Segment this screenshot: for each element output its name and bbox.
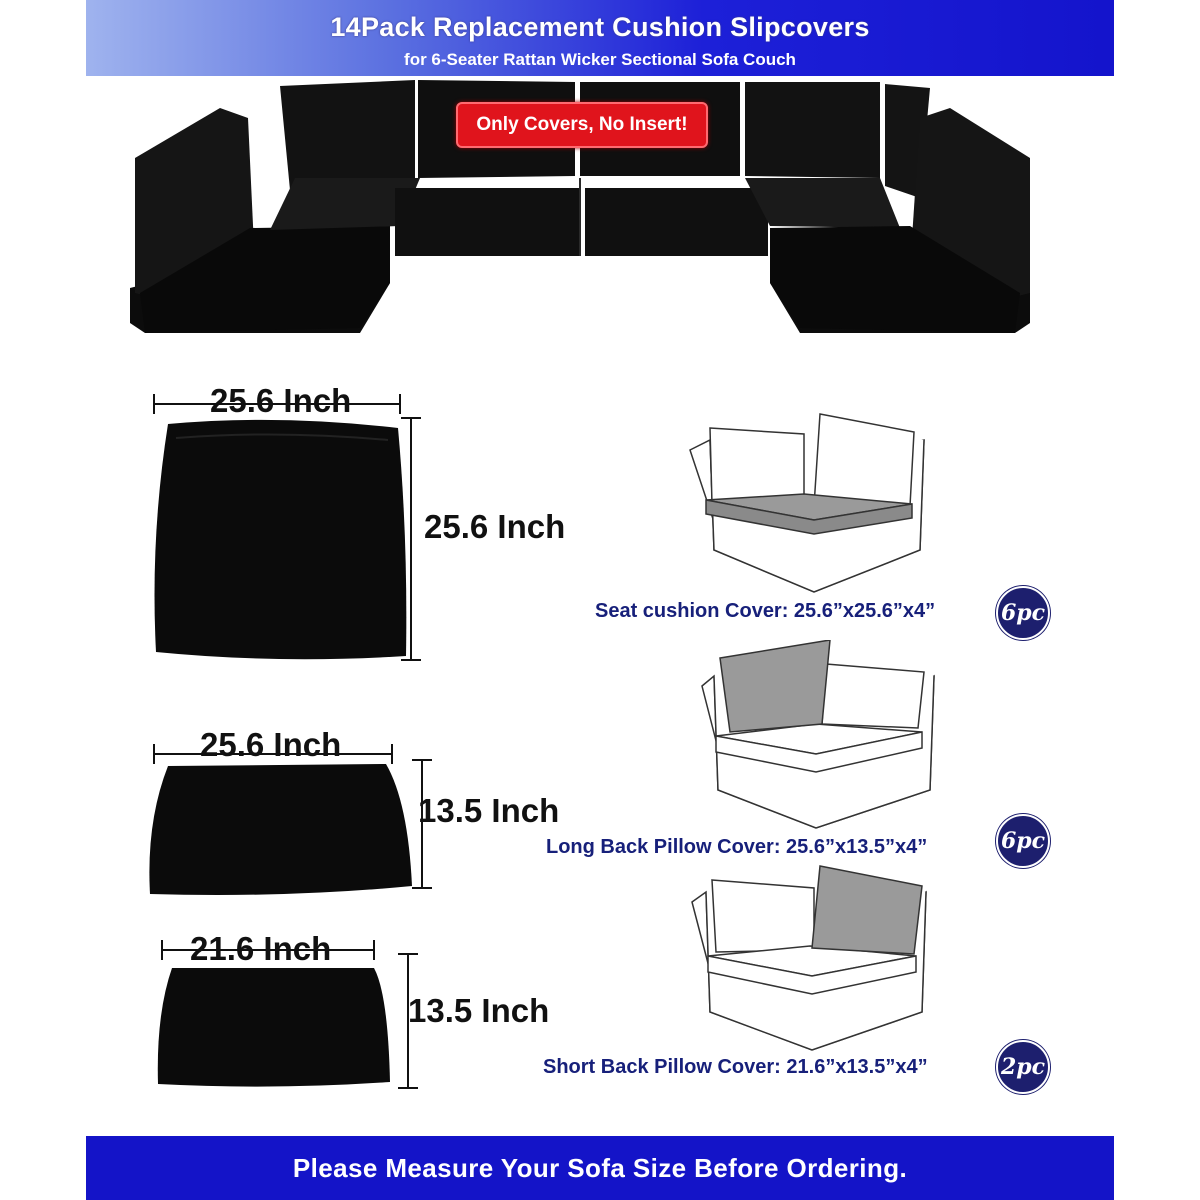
long-pillow-count-badge: 6pc <box>996 814 1050 868</box>
short-pillow-cover-caption: Short Back Pillow Cover: 21.6”x13.5”x4” <box>543 1056 928 1078</box>
long-pillow-cover-caption: Long Back Pillow Cover: 25.6”x13.5”x4” <box>546 836 928 858</box>
seat-cushion-image <box>148 418 410 664</box>
measure-reminder-banner: Please Measure Your Sofa Size Before Ordering. <box>86 1136 1114 1200</box>
short-pillow-width-label: 21.6 Inch <box>190 930 332 967</box>
long-pillow-height-label: 13.5 Inch <box>418 792 560 829</box>
chair-long-back-highlight-diagram <box>696 640 946 830</box>
chair-seat-highlight-diagram <box>684 410 934 595</box>
chair-short-back-highlight-diagram <box>686 862 936 1052</box>
seat-cover-caption: Seat cushion Cover: 25.6”x25.6”x4” <box>595 600 936 622</box>
short-back-pillow-image <box>154 964 392 1090</box>
page-subtitle: for 6-Seater Rattan Wicker Sectional Sofa Couch <box>404 50 796 69</box>
short-pillow-height-label: 13.5 Inch <box>408 992 550 1029</box>
page-title: 14Pack Replacement Cushion Slipcovers <box>330 12 870 42</box>
seat-height-label: 25.6 Inch <box>424 508 566 545</box>
seat-width-label: 25.6 Inch <box>210 382 352 419</box>
no-insert-notice: Only Covers, No Insert! <box>456 102 708 148</box>
short-pillow-count-badge: 2pc <box>996 1040 1050 1094</box>
long-back-pillow-image <box>146 762 414 902</box>
long-pillow-width-label: 25.6 Inch <box>200 726 342 763</box>
seat-count-badge: 6pc <box>996 586 1050 640</box>
header-banner <box>86 0 1114 76</box>
